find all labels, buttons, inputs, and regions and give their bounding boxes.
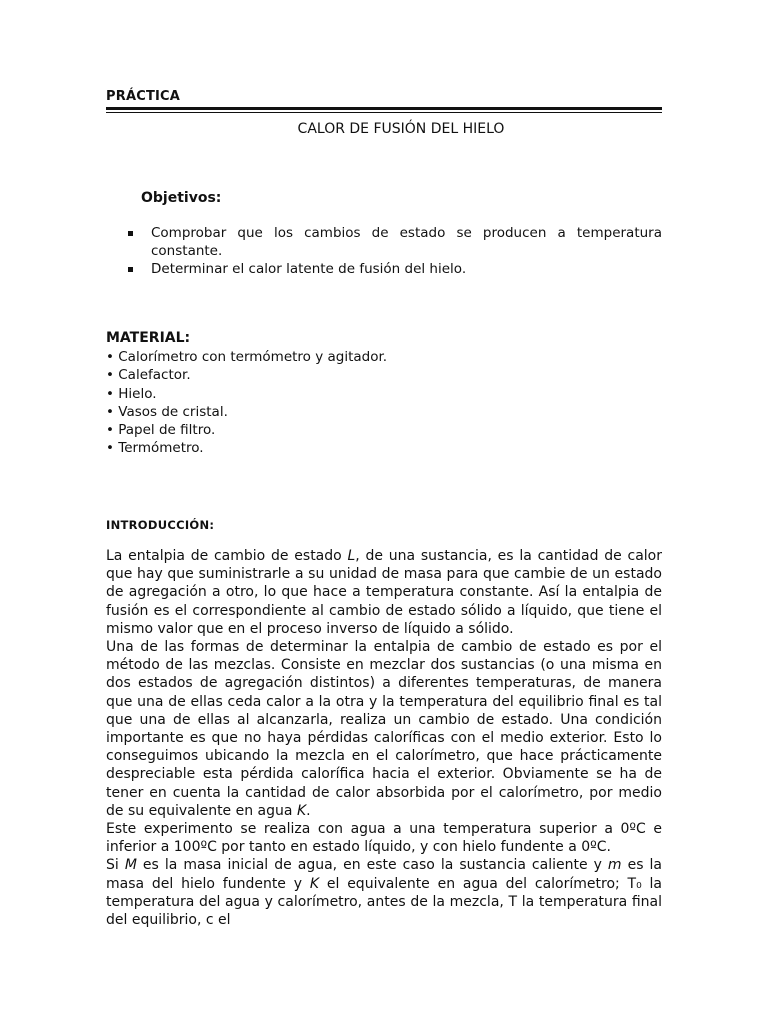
text-run: , de una sustancia, es la cantidad de calor que hay que suministrarle a su unidad de masa para que cambie de un estado de agregación a otro, lo que hace a temperatura constante. Así la entalpia de fusión es el correspondiente al cambio de estado sólido a líquido, que tiene el mismo valor que en el proceso inverso de líquido a sólido. [106, 548, 662, 637]
paragraph [106, 547, 662, 638]
objetivos-list [128, 224, 662, 278]
paragraph: Este experimento se realiza con agua a una temperatura superior a 0ºC e inferior a 100ºC por tanto en estado líquido, y con hielo fundente a 0ºC. [106, 821, 662, 856]
objetivos-heading: Objetivos: [141, 190, 222, 206]
variable-K: K [296, 802, 307, 819]
text-run: es la masa inicial de agua, en este caso la sustancia caliente y [136, 857, 608, 874]
variable-K: K [309, 875, 320, 892]
list-item: • Termómetro. [106, 440, 204, 457]
list-item [128, 260, 662, 278]
text-run: Si [106, 857, 125, 874]
paragraph [106, 638, 662, 820]
introduccion-heading: INTRODUCCIÓN: [106, 518, 215, 532]
objetivo-text: Determinar el calor latente de fusión del hielo. [151, 261, 467, 277]
header-rule-thick [106, 107, 662, 110]
introduccion-body [106, 547, 662, 929]
variable-L: L [347, 548, 356, 564]
list-item: • Calorímetro con termómetro y agitador. [106, 349, 388, 365]
text-run: es la masa del hielo fundente y [106, 857, 662, 892]
text-run: Una de las formas de determinar la entalpia de cambio de estado es por el método de las mezclas. Consiste en mezclar dos sustancias (o una misma en dos estados de agregación distintos) a diferentes temperaturas, de manera que una de ellas ceda calor a la otra y la temperatura del equilibrio final es tal que una de ellas al alcanzarla, realiza un cambio de estado. Una condición importante es que no haya pérdidas caloríficas con el medio exterior. Esto lo conseguimos ubicando la mezcla en el calorímetro, que hace prácticamente despreciable esta pérdida calorífica hacia el exterior. Obviamente se ha de tener en cuenta la cantidad de calor absorbida por el calorímetro, por medio de su equivalente en agua [106, 639, 662, 819]
variable-m: m [607, 857, 622, 874]
square-bullet-icon [128, 231, 133, 236]
paragraph [106, 856, 662, 929]
list-item: • Hielo. [106, 385, 157, 402]
material-heading: MATERIAL: [106, 330, 191, 346]
list-item: • Papel de filtro. [106, 422, 216, 439]
material-list [106, 348, 387, 458]
objetivo-text: Comprobar que los cambios de estado se producen a temperatura constante. [151, 225, 662, 259]
list-item: • Calefactor. [106, 367, 191, 384]
section-label: PRÁCTICA [106, 89, 181, 104]
text-run: el equivalente en agua del calorímetro; T₀ la temperatura del agua y calorímetro, antes de la mezcla, T la temperatura final del equilibrio, c el [106, 875, 663, 929]
page-title: CALOR DE FUSIÓN DEL HIELO [297, 121, 505, 137]
text-run: . [306, 802, 311, 819]
header-rule-thin [106, 112, 662, 113]
text-run: La entalpia de cambio de estado [106, 548, 348, 564]
list-item: • Vasos de cristal. [106, 403, 228, 420]
variable-M: M [124, 857, 137, 874]
square-bullet-icon [128, 267, 133, 272]
list-item [128, 224, 662, 260]
